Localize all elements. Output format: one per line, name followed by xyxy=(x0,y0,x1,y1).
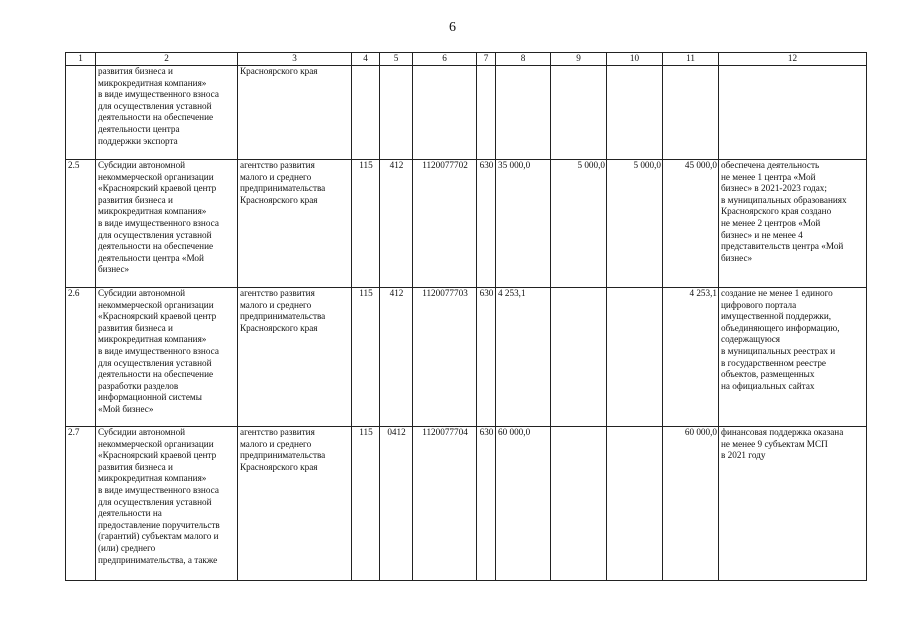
responsible-agency-line: малого и среднего xyxy=(240,171,312,182)
code-grbs xyxy=(352,66,380,160)
code-target-article: 1120077703 xyxy=(413,288,477,427)
header-cell: 6 xyxy=(413,53,477,66)
amount-col-8: 60 000,0 xyxy=(496,427,551,581)
measure-description-line: бизнес» xyxy=(98,264,130,275)
expected-result xyxy=(719,66,867,160)
code-section: 0412 xyxy=(380,427,413,581)
expected-result-line: объединяющего информацию, xyxy=(721,322,840,333)
code-target-article xyxy=(413,66,477,160)
expected-result-line: представительств центра «Мой xyxy=(721,241,844,252)
expected-result-line: не менее 2 центров «Мой xyxy=(721,217,821,228)
measure-description-line: деятельности центра xyxy=(98,123,180,134)
measure-description-line: деятельности на обеспечение xyxy=(98,369,214,380)
amount-total xyxy=(663,66,719,160)
expected-result-line: в муниципальных реестрах и xyxy=(721,345,836,356)
page-number: 6 xyxy=(449,20,456,35)
responsible-agency-line: малого и среднего xyxy=(240,438,312,449)
amount-col-9 xyxy=(551,427,607,581)
header-cell: 8 xyxy=(496,53,551,66)
code-expense-type: 630 xyxy=(477,160,496,288)
code-target-article: 1120077704 xyxy=(413,427,477,581)
expected-result-line: в государственном реестре xyxy=(721,357,826,368)
measure-description-line: предпринимательства, а также xyxy=(98,554,218,565)
header-cell: 10 xyxy=(607,53,663,66)
measure-description-line: (гарантий) субъектам малого и xyxy=(98,531,219,542)
measure-description-line: Субсидии автономной xyxy=(98,427,186,437)
measure-description xyxy=(96,66,238,160)
measure-description-line: Субсидии автономной xyxy=(98,160,186,170)
code-section: 412 xyxy=(380,288,413,427)
code-expense-type: 630 xyxy=(477,427,496,581)
measure-description-line: разработки разделов xyxy=(98,380,179,391)
header-cell: 12 xyxy=(719,53,867,66)
measure-description-line: «Мой бизнес» xyxy=(98,403,154,414)
amount-col-9: 5 000,0 xyxy=(551,160,607,288)
measure-description-line: деятельности центра «Мой xyxy=(98,252,204,263)
expected-result-line: содержащуюся xyxy=(721,334,781,345)
responsible-agency xyxy=(238,160,352,288)
measure-description-line: (или) среднего xyxy=(98,542,156,553)
measure-description-line: «Красноярский краевой центр xyxy=(98,183,217,194)
responsible-agency-line: агентство развития xyxy=(240,160,315,170)
item-number xyxy=(66,66,96,160)
expected-result xyxy=(719,288,867,427)
code-expense-type xyxy=(477,66,496,160)
expected-result-line: в 2021 году xyxy=(721,450,766,461)
amount-total: 4 253,1 xyxy=(663,288,719,427)
header-cell: 3 xyxy=(238,53,352,66)
measure-description-line: для осуществления уставной xyxy=(98,100,212,111)
measure-description-line: в виде имущественного взноса xyxy=(98,217,219,228)
header-cell: 1 xyxy=(66,53,96,66)
expected-result xyxy=(719,427,867,581)
header-cell: 2 xyxy=(96,53,238,66)
measure-description-line: некоммерческой организации xyxy=(98,299,214,310)
responsible-agency-line: Красноярского края xyxy=(240,461,318,472)
code-section: 412 xyxy=(380,160,413,288)
measure-description-line: «Красноярский краевой центр xyxy=(98,450,217,461)
measure-description-line: некоммерческой организации xyxy=(98,438,214,449)
amount-col-8: 4 253,1 xyxy=(496,288,551,427)
amount-col-10 xyxy=(607,66,663,160)
responsible-agency-line: малого и среднего xyxy=(240,299,312,310)
measure-description-line: Субсидии автономной xyxy=(98,288,186,298)
expected-result-line: бизнес» и не менее 4 xyxy=(721,229,803,240)
measure-description-line: «Красноярский краевой центр xyxy=(98,311,217,322)
measure-description-line: развития бизнеса и xyxy=(98,66,173,76)
measure-description-line: предоставление поручительств xyxy=(98,519,220,530)
amount-col-10: 5 000,0 xyxy=(607,160,663,288)
measure-description-line: в виде имущественного взноса xyxy=(98,89,219,100)
item-number: 2.6 xyxy=(66,288,96,427)
responsible-agency-line: предпринимательства xyxy=(240,311,326,322)
responsible-agency-line: Красноярского края xyxy=(240,66,318,76)
measure-description-line: развития бизнеса и xyxy=(98,461,173,472)
measure-description-line: микрокредитная компания» xyxy=(98,473,207,484)
header-cell: 9 xyxy=(551,53,607,66)
header-cell: 11 xyxy=(663,53,719,66)
table-row xyxy=(66,427,867,581)
measure-description-line: развития бизнеса и xyxy=(98,194,173,205)
responsible-agency-line: Красноярского края xyxy=(240,194,318,205)
amount-col-10 xyxy=(607,288,663,427)
expected-result-line: обеспечена деятельность xyxy=(721,160,820,170)
header-cell: 5 xyxy=(380,53,413,66)
measure-description-line: информационной системы xyxy=(98,392,202,403)
measure-description xyxy=(96,427,238,581)
amount-col-9 xyxy=(551,288,607,427)
expected-result-line: объектов, размещенных xyxy=(721,369,815,380)
item-number: 2.5 xyxy=(66,160,96,288)
measure-description-line: в виде имущественного взноса xyxy=(98,484,219,495)
expected-result-line: цифрового портала xyxy=(721,299,797,310)
header-cell: 7 xyxy=(477,53,496,66)
expected-result-line: на официальных сайтах xyxy=(721,380,815,391)
expected-result-line: не менее 1 центра «Мой xyxy=(721,171,816,182)
measure-description xyxy=(96,288,238,427)
amount-col-8 xyxy=(496,66,551,160)
measure-description-line: деятельности на обеспечение xyxy=(98,241,214,252)
expected-result-line: имущественной поддержки, xyxy=(721,311,832,322)
expected-result-line: в муниципальных образованиях xyxy=(721,194,847,205)
table-row xyxy=(66,288,867,427)
expected-result-line: создание не менее 1 единого xyxy=(721,288,833,298)
program-measures-table xyxy=(65,52,867,581)
measure-description-line: микрокредитная компания» xyxy=(98,77,207,88)
code-grbs: 115 xyxy=(352,288,380,427)
amount-total: 45 000,0 xyxy=(663,160,719,288)
measure-description xyxy=(96,160,238,288)
responsible-agency xyxy=(238,66,352,160)
measure-description-line: для осуществления уставной xyxy=(98,357,212,368)
measure-description-line: деятельности на обеспечение xyxy=(98,112,214,123)
table-row xyxy=(66,160,867,288)
expected-result-line: финансовая поддержка оказана xyxy=(721,427,844,437)
expected-result-line: Красноярского края создано xyxy=(721,206,832,217)
item-number: 2.7 xyxy=(66,427,96,581)
measure-description-line: поддержки экспорта xyxy=(98,135,178,146)
header-cell: 4 xyxy=(352,53,380,66)
amount-col-8: 35 000,0 xyxy=(496,160,551,288)
responsible-agency-line: предпринимательства xyxy=(240,450,326,461)
responsible-agency-line: агентство развития xyxy=(240,427,315,437)
responsible-agency xyxy=(238,288,352,427)
expected-result-line: бизнес» в 2021-2023 годах; xyxy=(721,183,827,194)
code-expense-type: 630 xyxy=(477,288,496,427)
expected-result-line: не менее 9 субъектам МСП xyxy=(721,438,828,449)
amount-total: 60 000,0 xyxy=(663,427,719,581)
code-grbs: 115 xyxy=(352,427,380,581)
expected-result-line: бизнес» xyxy=(721,252,753,263)
amount-col-10 xyxy=(607,427,663,581)
table-row xyxy=(66,66,867,160)
measure-description-line: некоммерческой организации xyxy=(98,171,214,182)
measure-description-line: деятельности на xyxy=(98,508,162,519)
responsible-agency-line: предпринимательства xyxy=(240,183,326,194)
measure-description-line: микрокредитная компания» xyxy=(98,334,207,345)
expected-result xyxy=(719,160,867,288)
code-grbs: 115 xyxy=(352,160,380,288)
measure-description-line: для осуществления уставной xyxy=(98,496,212,507)
header-row xyxy=(66,53,867,66)
measure-description-line: микрокредитная компания» xyxy=(98,206,207,217)
responsible-agency xyxy=(238,427,352,581)
measure-description-line: развития бизнеса и xyxy=(98,322,173,333)
code-target-article: 1120077702 xyxy=(413,160,477,288)
measure-description-line: для осуществления уставной xyxy=(98,229,212,240)
responsible-agency-line: агентство развития xyxy=(240,288,315,298)
code-section xyxy=(380,66,413,160)
responsible-agency-line: Красноярского края xyxy=(240,322,318,333)
measure-description-line: в виде имущественного взноса xyxy=(98,345,219,356)
amount-col-9 xyxy=(551,66,607,160)
